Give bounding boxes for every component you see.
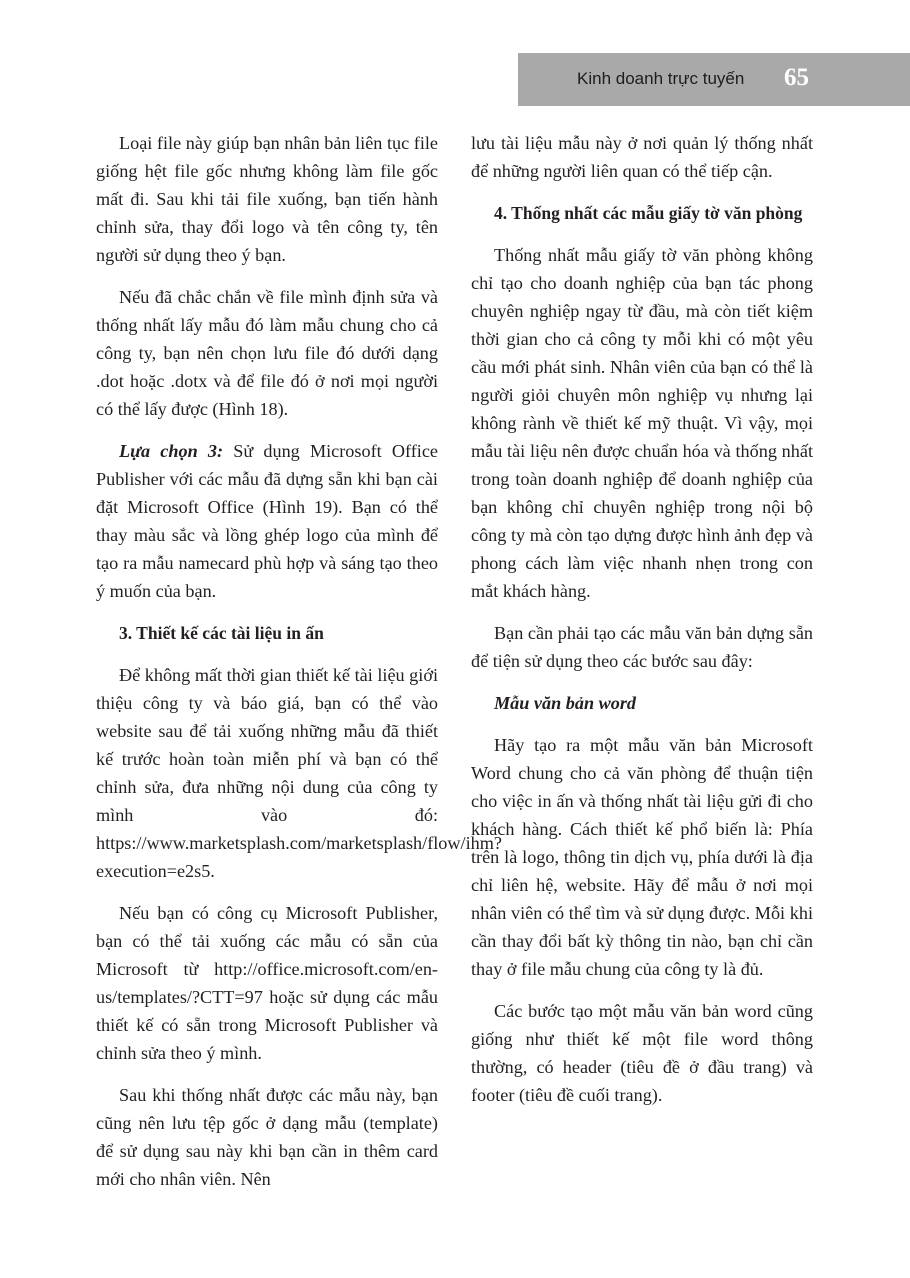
option-3-label: Lựa chọn 3:	[119, 441, 224, 461]
paragraph-word-template: Hãy tạo ra một mẫu văn bản Microsoft Word chung cho cả văn phòng để thuận tiện cho việc in ấn và thống nhất tài liệu gửi đi cho khách hàng. Cách thiết kế phổ biến là: Phía trên là logo, thông tin dịch vụ, phía dưới là địa chỉ liên hệ, website. Hãy để mẫu ở nơi mọi nhân viên có thể tìm và sử dụng được. Mỗi khi cần thay đổi bất kỳ thông tin nào, bạn chỉ cần thay ở file mẫu chung của công ty là đủ.	[471, 735, 813, 979]
paragraph-save-original: Sau khi thống nhất được các mẫu này, bạn cũng nên lưu tệp gốc ở dạng mẫu (template) để sử dụng sau này khi bạn cần in thêm card mới cho nhân viên. Nên	[96, 1085, 438, 1189]
paragraph-unify-forms: Thống nhất mẫu giấy tờ văn phòng không chỉ tạo cho doanh nghiệp của bạn tác phong chuyên nghiệp ngay từ đầu, mà còn tiết kiệm thời gian cho cả công ty mỗi khi có một yêu cầu mới phát sinh. Nhân viên của bạn có thể là người giỏi chuyên môn nghiệp vụ nhưng lại không rành về thiết kế mỹ thuật. Vì vậy, mọi mẫu tài liệu nên được chuẩn hóa và thống nhất trong toàn doanh nghiệp để doanh nghiệp của bạn không chỉ chuyên nghiệp trong nội bộ công ty mà còn tạo dựng được hình ảnh đẹp và phong cách làm việc nhanh nhẹn trong con mắt khách hàng.	[471, 245, 813, 601]
paragraph-steps-intro: Bạn cần phải tạo các mẫu văn bản dựng sẵn để tiện sử dụng theo các bước sau đây:	[471, 623, 813, 671]
paragraph-save-template: Nếu đã chắc chắn về file mình định sửa và thống nhất lấy mẫu đó làm mẫu chung cho cả công ty, bạn nên chọn lưu file đó dưới dạng .dot hoặc .dotx và để file đó ở nơi mọi người có thể lấy được (Hình 18).	[96, 287, 438, 419]
left-column	[96, 129, 502, 1207]
subheading-word-template: Mẫu văn bản word	[494, 693, 637, 713]
paragraph-file-copy: Loại file này giúp bạn nhân bản liên tục file giống hệt file gốc nhưng không làm file gốc mất đi. Sau khi tải file xuống, bạn tiến hành chỉnh sửa, thay đổi logo và tên công ty, tên người sử dụng theo ý bạn.	[96, 133, 438, 265]
paragraph-publisher: Nếu bạn có công cụ Microsoft Publisher, bạn có thể tải xuống các mẫu có sẵn của Microsoft từ http://office.microsoft.com/en-us/templates/?CTT=97 hoặc sử dụng các mẫu thiết kế có sẵn trong Microsoft Publisher và chỉnh sửa theo ý mình.	[96, 903, 438, 1063]
paragraph-option-3	[96, 437, 438, 605]
paragraph-header-footer: Các bước tạo một mẫu văn bản word cũng giống như thiết kế một file word thông thường, có header (tiêu đề ở đầu trang) và footer (tiêu đề cuối trang).	[471, 1001, 813, 1105]
paragraph-continuation: lưu tài liệu mẫu này ở nơi quản lý thống nhất để những người liên quan có thể tiếp cận.	[471, 133, 813, 181]
section-heading-4: 4. Thống nhất các mẫu giấy tờ văn phòng	[494, 203, 803, 223]
running-header-title: Kinh doanh trực tuyến	[577, 69, 745, 88]
section-heading-3: 3. Thiết kế các tài liệu in ấn	[119, 623, 324, 643]
right-column	[471, 129, 813, 1123]
paragraph-download-templates: Để không mất thời gian thiết kế tài liệu giới thiệu công ty và báo giá, bạn có thể vào website sau để tải xuống những mẫu đã thiết kế trước hoàn toàn miễn phí và bạn có thể chỉnh sửa, đưa những nội dung của công ty mình vào đó: https://www.marketsplash.com/marketsplash/flow/ihm?execution=e2s5.	[96, 665, 502, 881]
page-number: 65	[784, 64, 809, 91]
option-3-text: Sử dụng Microsoft Office Publisher với các mẫu đã dựng sẵn khi bạn cài đặt Microsoft Office (Hình 19). Bạn có thể thay màu sắc và lồng ghép logo của mình để tạo ra mẫu namecard phù hợp và sáng tạo theo ý muốn của bạn.	[96, 441, 438, 601]
